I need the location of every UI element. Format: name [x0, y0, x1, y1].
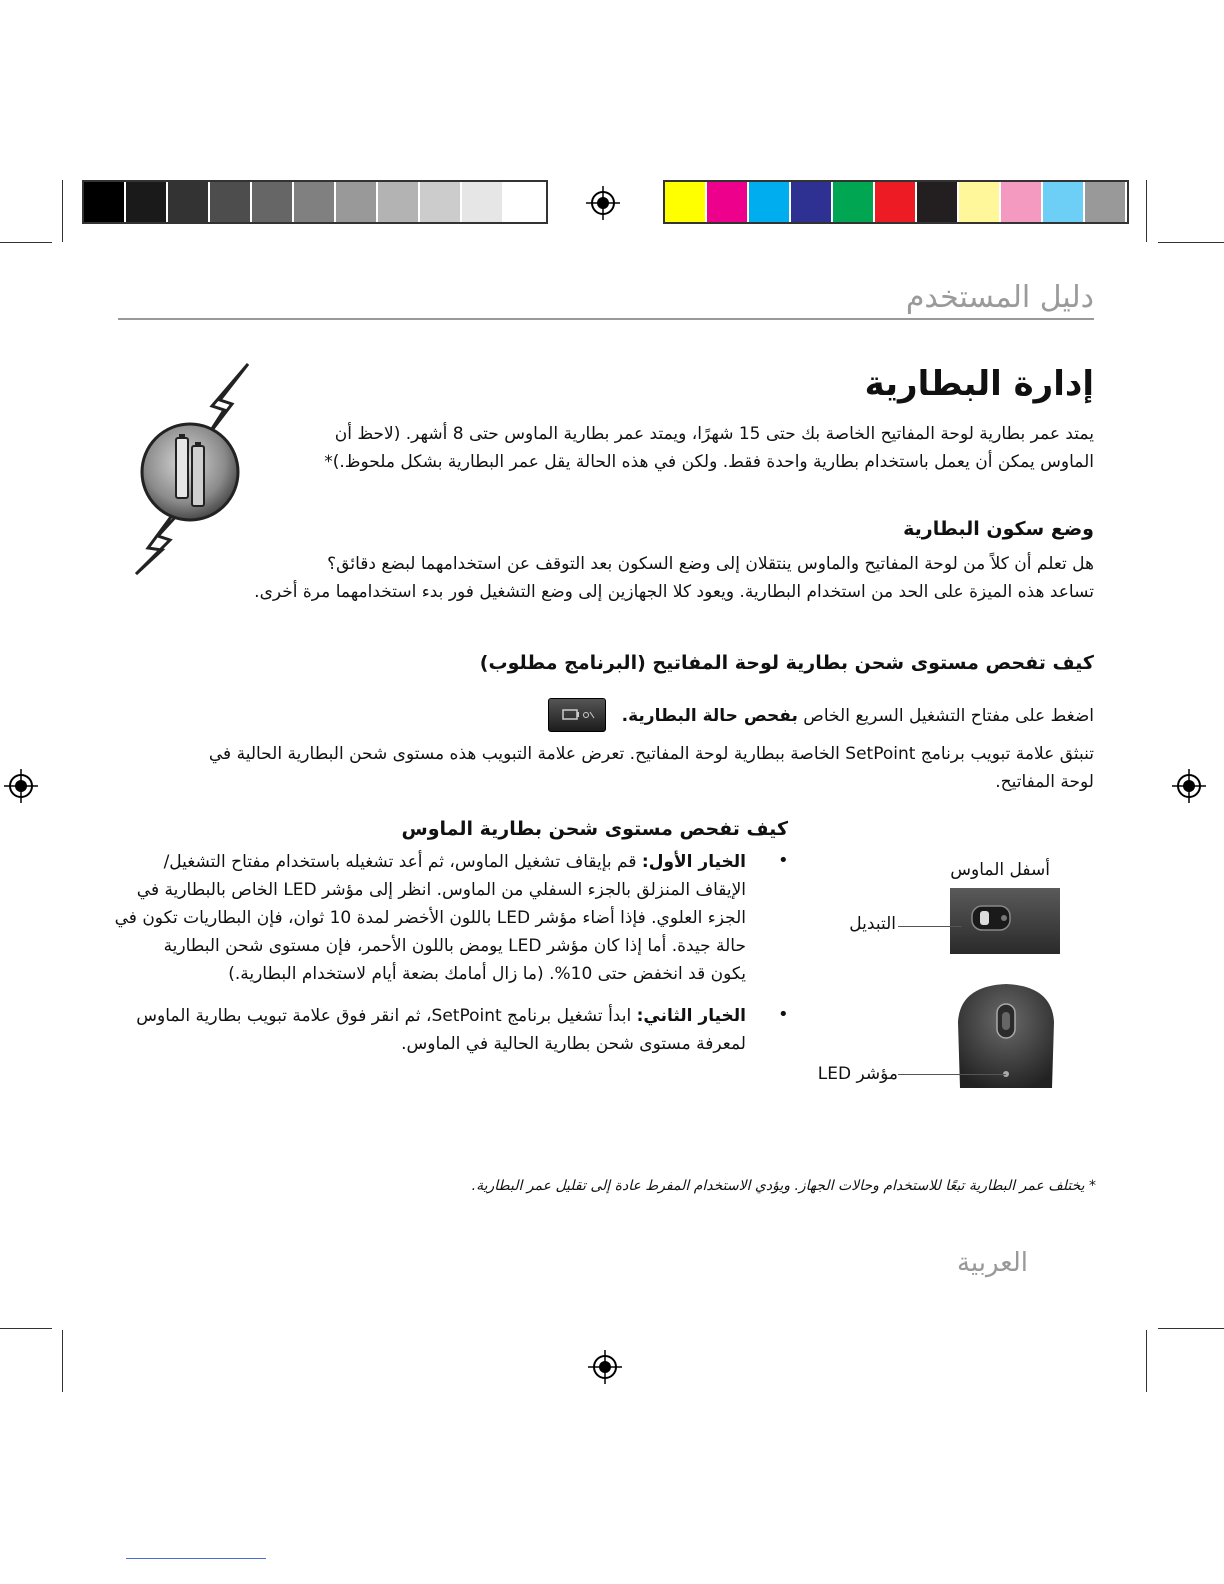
- bullet-option-2: •: [778, 1004, 789, 1025]
- keyboard-check-line-1: [554, 702, 1094, 730]
- option-1-line-1: [126, 848, 746, 876]
- footer-language: العربية: [956, 1248, 1028, 1278]
- color-swatch: [1001, 182, 1041, 222]
- keyboard-check-line-1-text: اضغط على مفتاح التشغيل السريع الخاص: [797, 706, 1094, 726]
- crop-mark: [62, 180, 63, 242]
- bullet-option-1: •: [778, 850, 789, 871]
- color-swatch: [462, 182, 502, 222]
- keyboard-check-line-3: لوحة المفاتيح.: [995, 772, 1094, 792]
- color-swatch: [336, 182, 376, 222]
- color-swatch: [917, 182, 957, 222]
- crop-mark: [0, 242, 52, 243]
- color-swatch: [959, 182, 999, 222]
- registration-mark-top-icon: [586, 186, 620, 220]
- color-swatch: [833, 182, 873, 222]
- battery-lightning-icon: [128, 360, 258, 580]
- header-rule: [118, 318, 1094, 320]
- option-2-label: الخيار الثاني:: [636, 1006, 746, 1026]
- option-1-line-1-text: قم بإيقاف تشغيل الماوس، ثم أعد تشغيله باستخدام مفتاح التشغيل/: [163, 852, 637, 872]
- keyboard-check-line-1-bold: بفحص حالة البطارية.: [621, 706, 798, 726]
- mouse-bottom-label: أسفل الماوس: [950, 860, 1050, 880]
- main-title: إدارة البطارية: [864, 364, 1094, 404]
- color-swatch: [791, 182, 831, 222]
- mouse-bottom-image: [950, 888, 1060, 954]
- mouse-top-image: [950, 982, 1062, 1088]
- sleep-line-1: هل تعلم أن كلاً من لوحة المفاتيح والماوس ينتقلان إلى وضع السكون بعد التوقف عن استخدامهما لبضع دقائق؟: [327, 554, 1094, 574]
- led-leader-line: [898, 1074, 1006, 1075]
- intro-line-1: يمتد عمر بطارية لوحة المفاتيح الخاصة بك حتى 15 شهرًا، ويمتد عمر بطارية الماوس حتى 8 أشهر. (لاحظ أن: [334, 424, 1094, 444]
- crop-mark: [126, 1558, 266, 1559]
- keyboard-check-heading: كيف تفحص مستوى شحن بطارية لوحة المفاتيح (البرنامج مطلوب): [479, 652, 1094, 674]
- color-swatch: [210, 182, 250, 222]
- color-swatch: [126, 182, 166, 222]
- color-swatch: [378, 182, 418, 222]
- color-swatch: [749, 182, 789, 222]
- option-1-line-4: حالة جيدة. أما إذا كان مؤشر LED يومض باللون الأحمر، فإن مستوى شحن البطارية: [163, 936, 746, 956]
- registration-mark-right-icon: [1172, 769, 1206, 803]
- color-swatch: [875, 182, 915, 222]
- option-1-line-2: الإيقاف المنزلق بالجزء السفلي من الماوس. انظر إلى مؤشر LED الخاص بالبطارية في: [136, 880, 746, 900]
- crop-mark: [1146, 1330, 1147, 1392]
- registration-mark-bottom-icon: [588, 1350, 622, 1384]
- color-swatch: [252, 182, 292, 222]
- option-2-line-1-text: ابدأ تشغيل برنامج SetPoint، ثم انقر فوق علامة تبويب بطارية الماوس: [136, 1006, 632, 1026]
- crop-mark: [1158, 1328, 1224, 1329]
- option-1-line-5: يكون قد انخفض حتى 10%. (ما زال أمامك بضعة أيام لاستخدام البطارية.): [228, 964, 746, 984]
- color-swatch: [420, 182, 460, 222]
- color-swatch: [168, 182, 208, 222]
- color-swatch: [707, 182, 747, 222]
- footnote: * يختلف عمر البطارية تبعًا للاستخدام وحالات الجهاز. ويؤدي الاستخدام المفرط عادة إلى تقليل عمر البطارية.: [471, 1178, 1096, 1194]
- crop-mark: [0, 1328, 52, 1329]
- color-swatch: [665, 182, 705, 222]
- registration-mark-left-icon: [4, 769, 38, 803]
- led-label: مؤشر LED: [817, 1064, 898, 1084]
- crop-mark: [1158, 242, 1224, 243]
- mouse-check-heading: كيف تفحص مستوى شحن بطارية الماوس: [401, 818, 788, 840]
- crop-mark: [62, 1330, 63, 1392]
- intro-line-2: الماوس يمكن أن يعمل باستخدام بطارية واحدة فقط. ولكن في هذه الحالة يقل عمر البطارية بشكل ملحوظ.)*: [324, 452, 1094, 472]
- color-swatch: [294, 182, 334, 222]
- color-swatch: [504, 182, 544, 222]
- color-swatch: [1085, 182, 1125, 222]
- option-1-label: الخيار الأول:: [641, 852, 746, 872]
- switch-label: التبديل: [849, 914, 896, 934]
- sleep-line-2: تساعد هذه الميزة على الحد من استخدام البطارية. ويعود كلا الجهازين إلى وضع التشغيل فور بدء استخدامهما مرة أخرى.: [254, 582, 1094, 602]
- keyboard-check-line-2: تنبثق علامة تبويب برنامج SetPoint الخاصة ببطارية لوحة المفاتيح. تعرض علامة التبويب هذه مستوى شحن البطارية الحالية في: [208, 744, 1094, 764]
- color-swatch: [84, 182, 124, 222]
- crop-mark: [1146, 180, 1147, 242]
- header-title: دليل المستخدم: [905, 280, 1094, 315]
- battery-check-key-icon: [548, 698, 606, 732]
- option-2-line-2: لمعرفة مستوى شحن بطارية الحالية في الماوس.: [401, 1034, 746, 1054]
- option-1-line-3: الجزء العلوي. فإذا أضاء مؤشر LED باللون الأخضر لمدة 10 ثوان، فإن البطاريات تكون في: [114, 908, 746, 928]
- sleep-heading: وضع سكون البطارية: [903, 518, 1094, 540]
- switch-leader-line: [898, 926, 962, 927]
- color-swatch: [1043, 182, 1083, 222]
- option-2-line-1: [126, 1002, 746, 1030]
